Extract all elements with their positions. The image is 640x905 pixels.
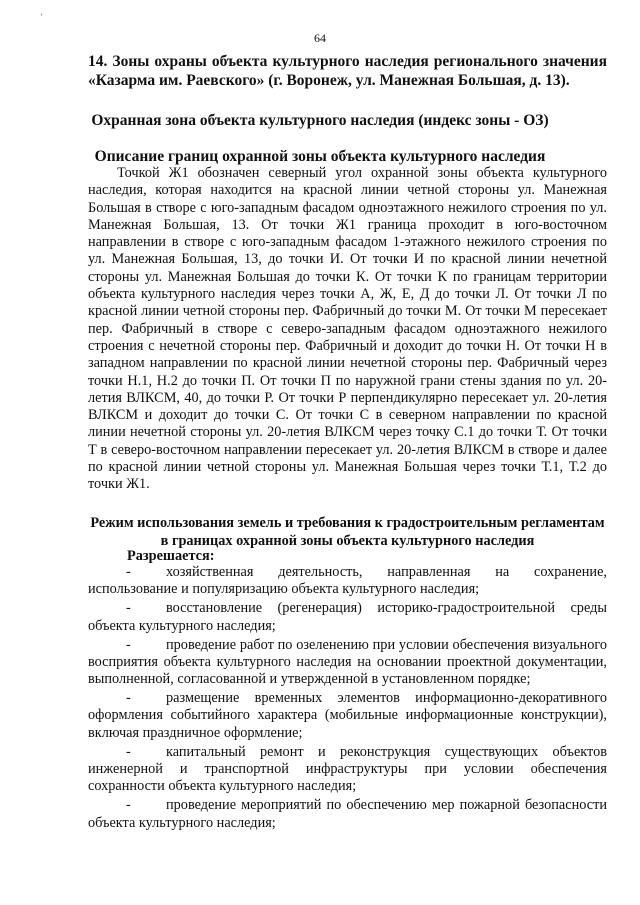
list-item xyxy=(88,797,607,832)
page-number: 64 xyxy=(314,31,326,45)
permitted-label: Разрешается: xyxy=(127,548,215,564)
list-item xyxy=(88,744,607,796)
list-item xyxy=(88,600,607,635)
permitted-list xyxy=(88,564,607,834)
zone-title: Охранная зона объекта культурного наследия (индекс зоны - ОЗ) xyxy=(91,112,549,129)
list-item-text: проведение работ по озеленению при условии обеспечения визуального восприятия объекта культурного наследия на основании проектной документации, выполненной, согласованной и утвержденной в установленном порядке; xyxy=(88,636,607,688)
list-dash: - xyxy=(126,743,131,760)
list-item xyxy=(88,690,607,742)
list-dash: - xyxy=(126,564,131,580)
list-item xyxy=(88,564,607,599)
list-item-text: хозяйственная деятельность, направленная на сохранение, использование и популяризацию объекта культурного наследия; xyxy=(88,564,607,598)
list-item-text: капитальный ремонт и реконструкция существующих объектов инженерной и транспортной инфраструктуры при условии обеспечения сохранности объекта культурного наследия; xyxy=(88,743,607,795)
description-paragraph: Точкой Ж1 обозначен северный угол охранной зоны объекта культурного наследия, которая находится на красной линии четной стороны ул. Манежная Большая в створе с юго-западным фасадом одноэтажного нежилого строения по ул. Манежная Большая, 13. От точки Ж1 граница проходит в юго-восточном направлении в створе с юго-западным фасадом 1-этажного нежилого строения по ул. Манежная Большая, 13, до точки И. От точки И по красной линии нечетной стороны ул. Манежная Большая до точки К. От точки К по границам территории объекта культурного наследия через точки А, Ж, Е, Д до точки Л. От точки Л по красной линии четной стороны пер. Фабричный до точки М. От точки М пересекает пер. Фабричный в створе с северо-западным фасадом одноэтажного нежилого строения с нечетной стороны пер. Фабричный и доходит до точки Н. От точки Н в западном направлении по красной линии нечетной стороны пер. Фабричный через точки Н.1, Н.2 до точки П. От точки П по наружной грани стены здания по ул. 20-летия ВЛКСМ, 40, до точки Р. От точки Р перпендикулярно пересекает ул. 20-летия ВЛКСМ и доходит до точки С. От точки С в северном направлении по красной линии нечетной стороны ул. 20-летия ВЛКСМ через точку С.1 до точки Т. От точки Т в северо-восточном направлении пересекает ул. 20-летия ВЛКСМ в створе и далее по красной линии четной стороны ул. Манежная Большая через точки Т.1, Т.2 до точки Ж1. xyxy=(88,165,607,493)
description-heading: Описание границ охранной зоны объекта культурного наследия xyxy=(94,148,546,165)
regime-heading: Режим использования земель и требования к градостроительным регламентам в границах охранной зоны объекта культурного наследия xyxy=(90,515,605,549)
list-dash: - xyxy=(126,797,131,814)
list-item-text: проведение мероприятий по обеспечению мер пожарной безопасности объекта культурного наследия; xyxy=(88,797,607,831)
list-item-text: размещение временных элементов информационно-декоративного оформления событийного характера (мобильные информационные конструкции), включая праздничное оформление; xyxy=(88,690,607,741)
list-dash: - xyxy=(126,690,131,707)
list-item-text: восстановление (регенерация) историко-градостроительной среды объекта культурного наследия; xyxy=(88,600,607,634)
list-dash: - xyxy=(126,636,131,653)
scan-mark: ʼ xyxy=(40,12,43,22)
section-title: 14. Зоны охраны объекта культурного наследия регионального значения «Казарма им. Раевского» (г. Воронеж, ул. Манежная Большая, д. 13). xyxy=(88,53,607,89)
list-dash: - xyxy=(126,600,131,617)
list-item xyxy=(88,637,607,689)
